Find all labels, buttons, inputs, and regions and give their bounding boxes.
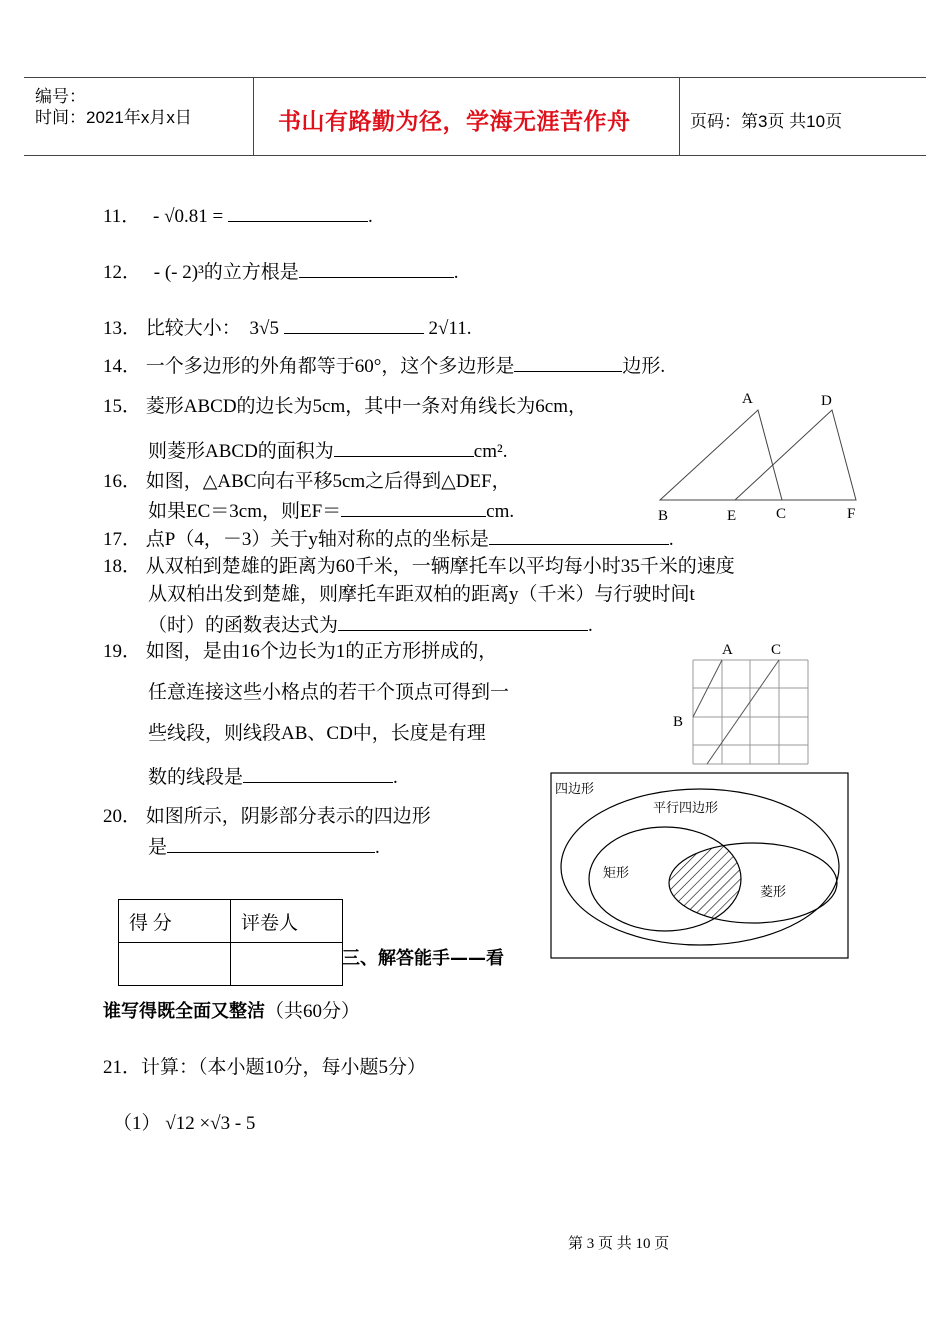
venn-label-rhombus: 菱形 xyxy=(760,885,787,900)
label-C: C xyxy=(776,506,787,522)
question-18: 18． 从双柏到楚雄的距离为60千米，一辆摩托车以平均每小时35千米的速度 xyxy=(103,556,735,577)
question-17: 17． 点P（4，－3）关于y轴对称的点的坐标是 . xyxy=(103,526,674,552)
page-code: 页码：第3页 共10页 xyxy=(690,112,843,131)
venn-label-rectangle: 矩形 xyxy=(603,866,630,881)
label-A: A xyxy=(722,642,733,658)
score-table xyxy=(118,899,343,986)
label-C: C xyxy=(771,642,782,658)
answer-blank[interactable] xyxy=(299,259,454,278)
score-header: 得 分 xyxy=(119,900,231,943)
question-11: 11． - √0.81 = . xyxy=(103,203,373,229)
answer-blank[interactable] xyxy=(334,438,474,457)
question-18-line3: （时）的函数表达式为 . xyxy=(148,612,593,638)
question-19-line3: 些线段，则线段AB、CD中，长度是有理 xyxy=(148,723,486,744)
label-F: F xyxy=(847,506,856,522)
reviewer-cell[interactable] xyxy=(231,943,343,986)
answer-blank[interactable] xyxy=(338,612,588,631)
label-A: A xyxy=(742,391,753,407)
label-E: E xyxy=(727,508,737,524)
label-B: B xyxy=(673,714,684,730)
question-21-part1: （1） √12 ×√3 - 5 xyxy=(113,1113,256,1134)
question-20-line2: 是 . xyxy=(148,834,380,860)
question-19-line2: 任意连接这些小格点的若干个顶点可得到一 xyxy=(148,682,510,703)
question-13: 13． 比较大小： 3√5 2√11. xyxy=(103,315,471,341)
question-18-line2: 从双柏出发到楚雄，则摩托车距双柏的距离y（千米）与行驶时间t xyxy=(148,584,695,605)
venn-diagram xyxy=(550,772,850,960)
reviewer-header: 评卷人 xyxy=(231,900,343,943)
question-15-line2: 则菱形ABCD的面积为 cm². xyxy=(148,438,507,464)
question-19-line4: 数的线段是 . xyxy=(148,764,398,790)
question-19: 19． 如图，是由16个边长为1的正方形拼成的， xyxy=(103,641,498,662)
label-D: D xyxy=(821,393,832,409)
grid-figure xyxy=(665,638,815,768)
answer-blank[interactable] xyxy=(514,353,622,372)
page-footer: 第 3 页 共 10 页 xyxy=(568,1236,670,1252)
answer-blank[interactable] xyxy=(489,526,669,545)
answer-blank[interactable] xyxy=(243,764,393,783)
question-20: 20． 如图所示，阴影部分表示的四边形 xyxy=(103,806,431,827)
venn-label-parallelogram: 平行四边形 xyxy=(653,801,719,816)
label-B: B xyxy=(658,508,669,524)
motto: 书山有路勤为径，学海无涯苦作舟 xyxy=(278,109,631,135)
number-label: 编号： xyxy=(35,87,86,106)
question-12: 12． - (- 2)³的立方根是 . xyxy=(103,259,459,285)
question-21: 21．计算：（本小题10分，每小题5分） xyxy=(103,1057,427,1078)
time-label: 时间：2021年x月x日 xyxy=(35,108,192,127)
question-16-line2: 如果EC＝3cm，则EF＝ cm. xyxy=(148,498,514,524)
question-14: 14． 一个多边形的外角都等于60°，这个多边形是 边形. xyxy=(103,353,665,379)
question-15: 15． 菱形ABCD的边长为5cm，其中一条对角线长为6cm， xyxy=(103,396,587,417)
venn-label-quadrilateral: 四边形 xyxy=(555,782,595,797)
section-3-title: 三、解答能手——看 xyxy=(342,948,504,969)
answer-blank[interactable] xyxy=(167,834,375,853)
answer-blank[interactable] xyxy=(284,315,424,334)
section-3-subtitle: 谁写得既全面又整洁（共60分） xyxy=(103,1001,361,1022)
answer-blank[interactable] xyxy=(341,498,486,517)
answer-blank[interactable] xyxy=(228,203,368,222)
translated-triangles-figure xyxy=(640,385,880,525)
score-cell[interactable] xyxy=(119,943,231,986)
question-16: 16． 如图，△ABC向右平移5cm之后得到△DEF， xyxy=(103,471,511,492)
